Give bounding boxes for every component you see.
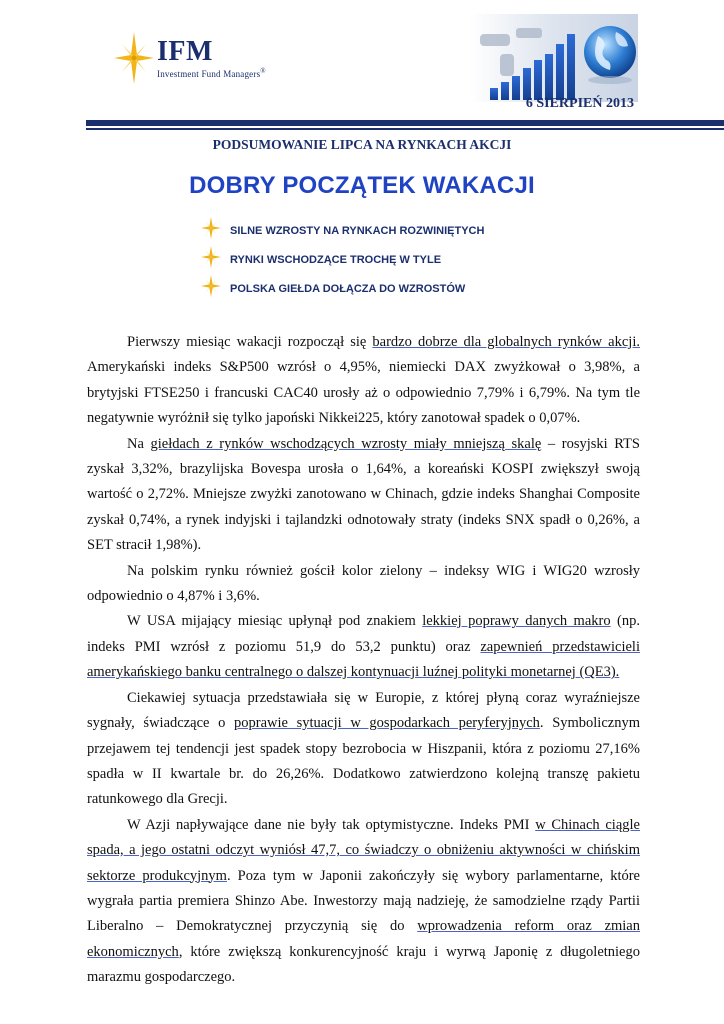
- paragraph-6: [87, 813, 640, 991]
- text-run: Na: [127, 435, 151, 452]
- text-run: W Azji napływające dane nie były tak optymistyczne. Indeks PMI: [127, 816, 536, 833]
- globe-chart-icon: [470, 14, 638, 102]
- text-run: (np. indeks PMI wzrósł z poziomu 51,9 do 53,2 punktu) oraz: [87, 613, 640, 655]
- page-title: DOBRY POCZĄTEK WAKACJI: [189, 172, 535, 199]
- registered-mark: ®: [260, 67, 266, 75]
- highlight-text: POLSKA GIEŁDA DOŁĄCZA DO WZROSTÓW: [230, 283, 466, 295]
- logo-tagline: [157, 66, 266, 80]
- highlighted-phrase: poprawie sytuacji w gospodarkach peryferyjnych: [233, 715, 540, 732]
- text-run: Na polskim rynku również gościł kolor zielony – indeksy WIG i WIG20 wzrosły odpowiednio o 4,87% i 3,6%.: [87, 562, 640, 605]
- text-run: W USA mijający miesiąc upłynął pod znakiem: [127, 613, 423, 630]
- text-run: Amerykański indeks S&P500 wzrósł o 4,95%, niemiecki DAX zwyżkował o 3,98%, a brytyjski FTSE250 i francuski CAC40 urosły aż o odpowiednio 7,79% i 6,79%. Na tym tle negatywnie wyróżnił się tylko japoński Nikkei225, który zanotował spadek o 0,07%.: [87, 359, 640, 427]
- report-date: 6 SIERPIEŃ 2013: [525, 96, 634, 111]
- article-body: [87, 330, 640, 991]
- text-run: Pierwszy miesiąc wakacji rozpoczął się: [127, 334, 373, 350]
- star-bullet-icon: [200, 274, 222, 298]
- paragraph-2: [87, 432, 640, 559]
- highlight-text: RYNKI WSCHODZĄCE TROCHĘ W TYLE: [230, 254, 442, 266]
- highlighted-phrase: zapewnień przedstawicieli amerykańskiego banku centralnego o dalszej kontynuacji luźnej polityki monetarnej (QE3).: [87, 638, 640, 681]
- paragraph-5: [87, 686, 640, 813]
- highlighted-phrase: bardzo dobrze dla globalnych rynków akcji.: [372, 334, 640, 350]
- text-run: Ciekawiej sytuacja przedstawiała się w Europie, z której płyną coraz wyraźniejsze sygnały, świadczące o: [87, 689, 640, 732]
- highlight-text: SILNE WZROSTY NA RYNKACH ROZWINIĘTYCH: [230, 225, 485, 237]
- compass-star-icon: [112, 30, 156, 86]
- highlighted-phrase: giełdach z rynków wschodzących wzrosty miały mniejszą skalę: [150, 435, 542, 452]
- header-divider-thin: [86, 128, 724, 130]
- highlighted-phrase: w Chinach ciągle spada, a jego ostatni odczyt wyniósł 47,7, co świadczy o obniżeniu aktywności w chińskim sektorze produkcyjnym: [87, 816, 640, 884]
- star-bullet-icon: [200, 216, 222, 240]
- paragraph-3: [87, 559, 640, 610]
- paragraph-4: [87, 609, 640, 685]
- highlighted-phrase: wprowadzenia reform oraz zmian ekonomicznych: [87, 918, 640, 960]
- text-run: . Poza tym w Japonii zakończyły się wybory parlamentarne, które wygrała partia premiera Shinzo Abe. Inwestorzy mają nadzieję, że samodzielne rządy Partii Liberalno – Demokratycznej przyczynią się do: [87, 867, 640, 935]
- logo-name: IFM: [157, 36, 213, 67]
- text-run: , które zwiększą konkurencyjność kraju i wyrwą Japonię z długoletniego marazmu gospodarczego.: [87, 943, 640, 986]
- text-run: – rosyjski RTS zyskał 3,32%, brazylijska Bovespa urosła o 1,64%, a koreański KOSPI zwiększył swoją wartość o 2,72%. Mniejsze zwyżki zanotowano w Chinach, gdzie indeks Shanghai Composite zyskał 0,74%, a rynek indyjski i tajlandzki odnotowały straty (indeks SNX spadł o 0,26%, a SET stracił 1,98%).: [87, 435, 640, 554]
- star-bullet-icon: [200, 245, 222, 269]
- logo-tagline-text: Investment Fund Managers: [157, 69, 261, 79]
- section-subheading: PODSUMOWANIE LIPCA NA RYNKACH AKCJI: [212, 137, 512, 152]
- paragraph-1: [87, 330, 640, 432]
- text-run: . Symbolicznym przejawem tej tendencji jest spadek stopy bezrobocia w Hiszpanii, która z poziomu 27,16% spadła w II kwartale br. do 26,26%. Dodatkowo zatwierdzono kolejną transzę pakietu ratunkowego dla Grecji.: [87, 715, 640, 808]
- header-divider-thick: [86, 120, 724, 126]
- ifm-logo: [112, 30, 302, 90]
- highlighted-phrase: lekkiej poprawy danych makro: [422, 613, 611, 630]
